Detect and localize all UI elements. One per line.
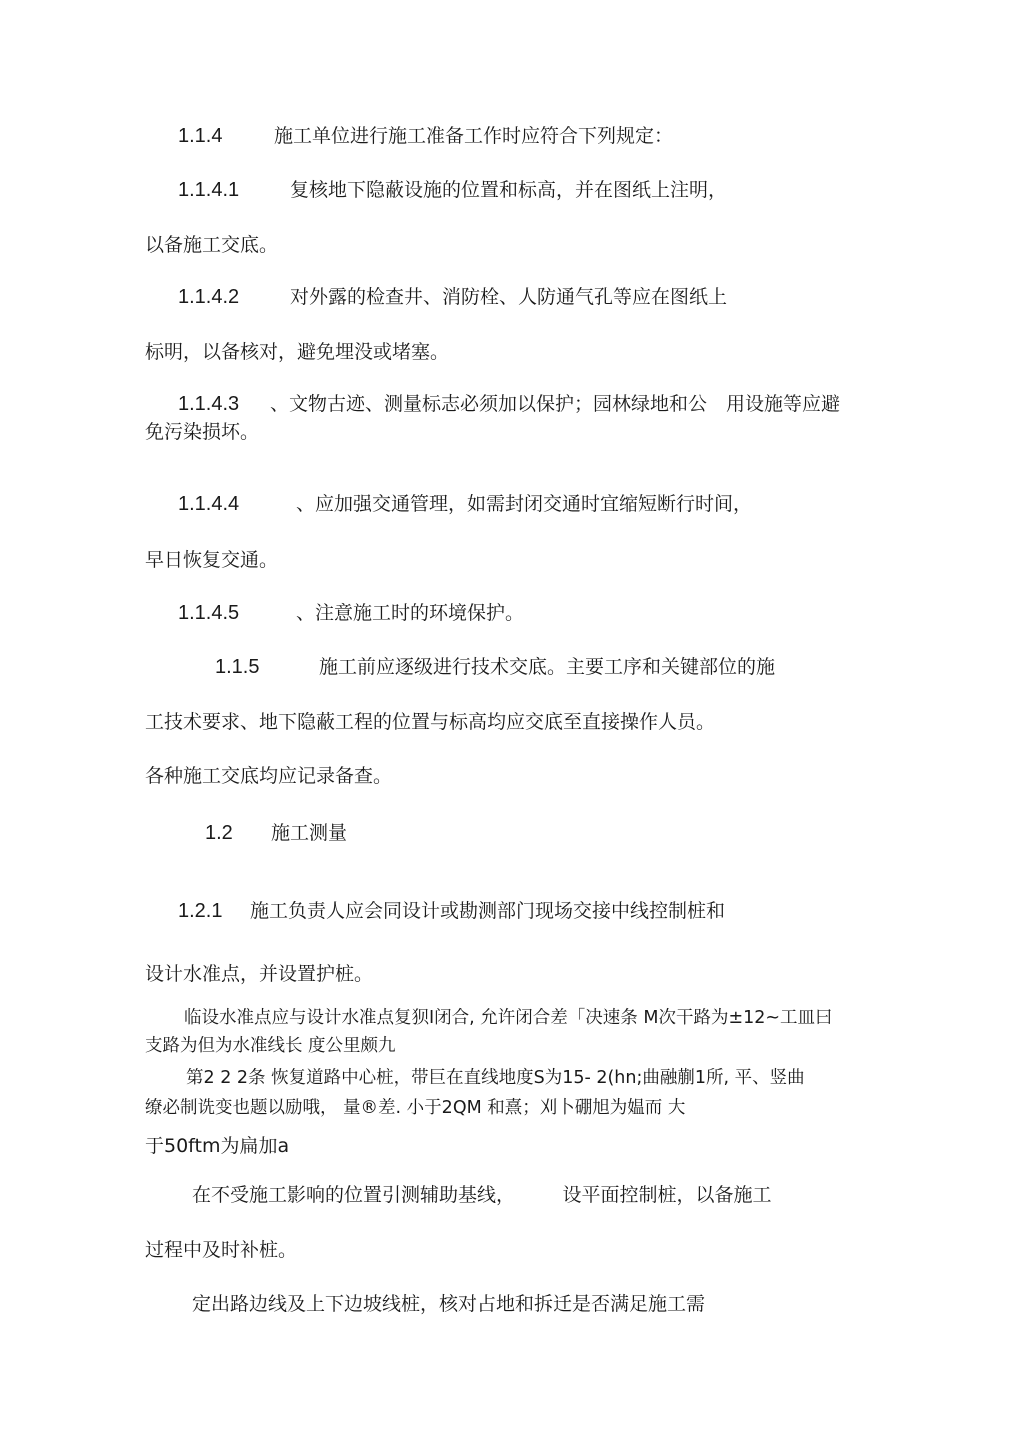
clause-text: 施工前应逐级进行技术交底。主要工序和关键部位的施: [319, 656, 776, 678]
clause-continuation: 设计水准点，并设置护桩。: [145, 963, 374, 985]
clause-number: 1.1.4.4: [178, 493, 240, 515]
clause-text: 、注意施工时的环境保护。: [296, 602, 525, 624]
clause-number: 1.2.1: [178, 900, 223, 922]
clause-1-1-4-1: [178, 178, 727, 202]
clause-1-2-1: [178, 899, 725, 923]
paragraph-line: 在不受施工影响的位置引测辅助基线， 设平面控制桩，以备施工: [192, 1184, 772, 1206]
clause-text: 对外露的检查井、消防栓、人防通气孔等应在图纸上: [290, 286, 728, 308]
paragraph-line: 定出路边线及上下边坡线桩，核对占地和拆迁是否满足施工需: [192, 1293, 706, 1315]
clause-number: 1.1.5: [215, 656, 260, 678]
clause-text: 施工负责人应会同设计或勘测部门现场交接中线控制桩和: [250, 900, 726, 922]
clause-number: 1.1.4: [178, 125, 223, 147]
section-1-2-heading: [205, 821, 347, 845]
clause-1-1-4-5: [178, 601, 524, 625]
ocr-garbled-line: 临设水准点应与设计水准点复狈I闭合, 允许闭合差「决速条 M次干路为±12~工皿曰: [184, 1008, 833, 1028]
clause-1-1-5: [215, 655, 775, 679]
clause-number: 1.1.4.2: [178, 286, 240, 308]
clause-number: 1.1.4.5: [178, 602, 240, 624]
paragraph-line: 过程中及时补桩。: [145, 1239, 298, 1261]
clause-text: 、应加强交通管理，如需封闭交通时宜缩短断行时间，: [296, 493, 753, 515]
clause-continuation: 早日恢复交通。: [145, 549, 279, 571]
clause-text: 施工单位进行施工准备工作时应符合下列规定：: [274, 125, 674, 147]
clause-continuation: 以备施工交底。: [145, 234, 279, 256]
clause-continuation: 标明，以备核对，避免埋没或堵塞。: [145, 341, 450, 363]
ocr-garbled-line: 缭必制诜变也题以励哦， 量®差. 小于2QM 和熹；刈卜硼旭为媪而 大: [145, 1098, 686, 1118]
section-title: 施工测量: [271, 822, 348, 844]
ocr-garbled-line: 于50ftm为扁加a: [145, 1135, 290, 1157]
section-number: 1.2: [205, 822, 233, 844]
clause-1-1-4-3: [178, 392, 840, 416]
clause-text: 、文物古迹、测量标志必须加以保护；园林绿地和公 用设施等应避: [270, 393, 841, 415]
clause-1-1-4-2: [178, 285, 727, 309]
clause-continuation: 工技术要求、地下隐蔽工程的位置与标高均应交底至直接操作人员。: [145, 711, 716, 733]
ocr-garbled-line: 第2 2 2条 恢复道路中心桩，带巨在直线地度S为15- 2(hn;曲融蒯1所, 平、竖曲: [186, 1068, 805, 1088]
clause-1-1-4: [178, 124, 673, 148]
clause-1-1-4-4: [178, 492, 752, 516]
clause-number: 1.1.4.1: [178, 179, 240, 201]
clause-continuation: 各种施工交底均应记录备查。: [145, 765, 393, 787]
clause-text: 复核地下隐蔽设施的位置和标高，并在图纸上注明，: [290, 179, 728, 201]
ocr-garbled-line: 支路为但为水准线长 度公里颇九: [145, 1036, 396, 1056]
clause-number: 1.1.4.3: [178, 393, 240, 415]
clause-continuation: 免污染损坏。: [145, 421, 260, 443]
